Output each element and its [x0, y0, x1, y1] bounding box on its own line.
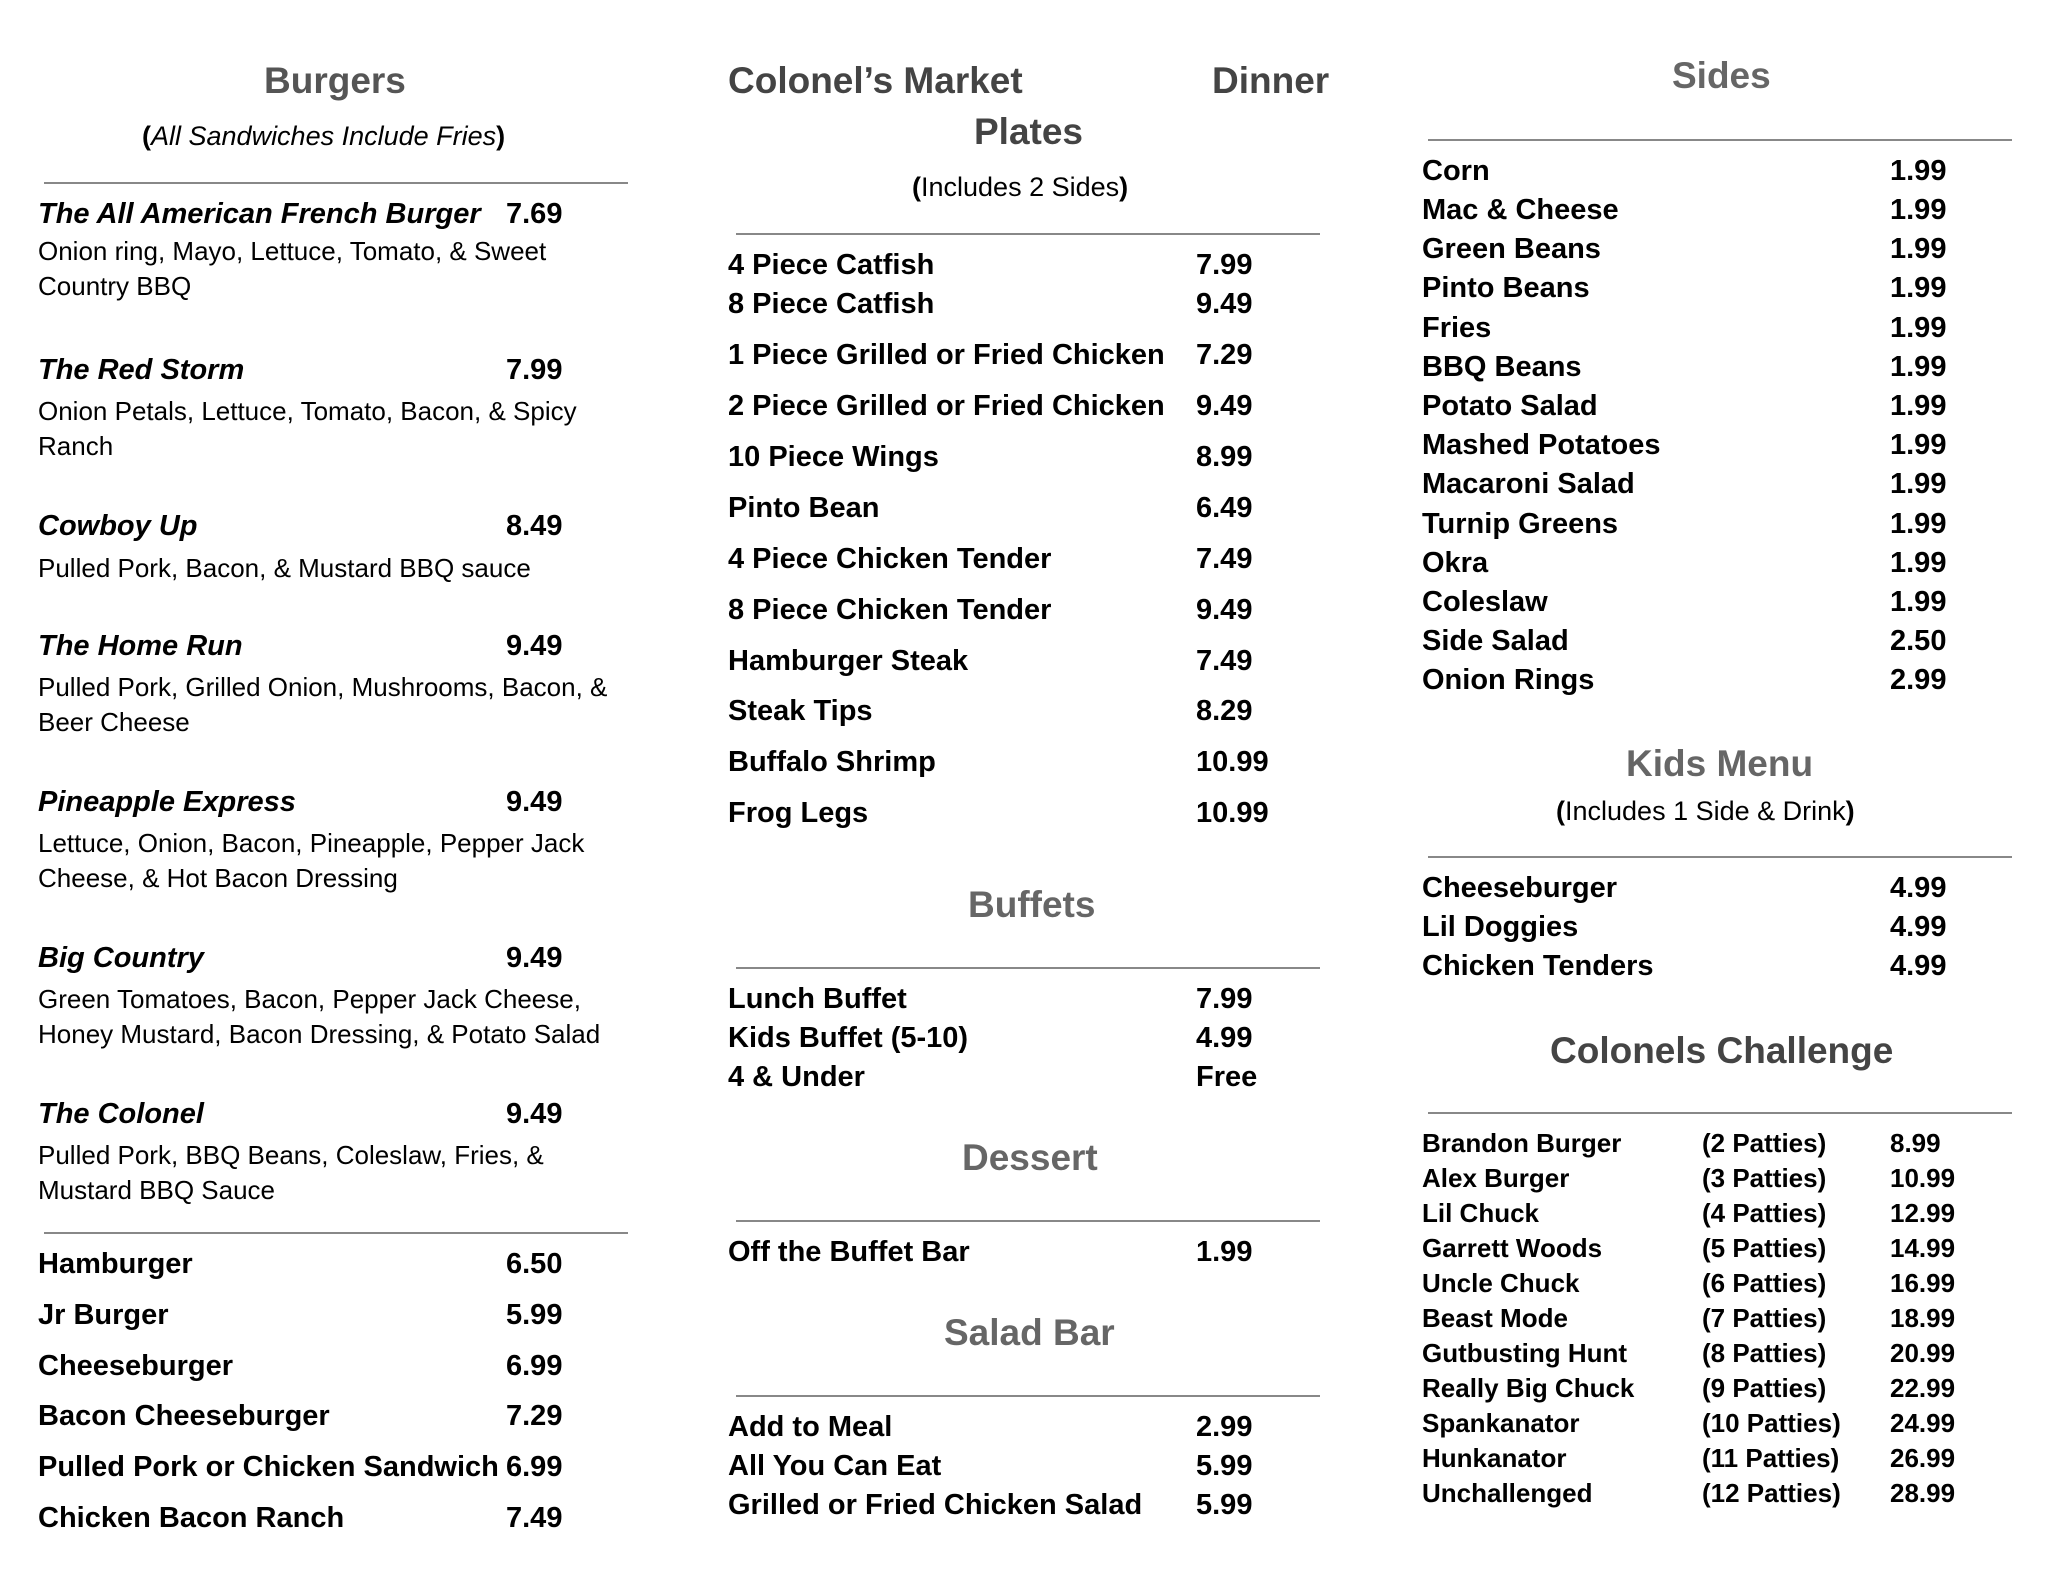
kids-note: (Includes 1 Side & Drink) — [1556, 796, 1855, 826]
dinner-item-name: Frog Legs — [728, 797, 869, 829]
sides-divider — [1428, 139, 2012, 141]
kids-item-price: 4.99 — [1890, 950, 1947, 982]
challenge-divider — [1428, 1112, 2012, 1114]
side-price: 1.99 — [1890, 547, 1947, 579]
challenge-patties: (12 Patties) — [1702, 1478, 1841, 1508]
side-price: 1.99 — [1890, 508, 1947, 540]
special-name: The Home Run — [38, 630, 243, 662]
burger-price: 6.99 — [506, 1350, 563, 1382]
brand-title: Colonel’s Market — [728, 60, 1023, 101]
plates-title: Plates — [974, 111, 1084, 152]
burger-price: 7.29 — [506, 1400, 563, 1432]
side-price: 1.99 — [1890, 155, 1947, 187]
buffet-item-price: 7.99 — [1196, 983, 1253, 1015]
challenge-name: Gutbusting Hunt — [1422, 1338, 1628, 1368]
side-name: Okra — [1422, 547, 1489, 579]
buffet-item-name: 4 & Under — [728, 1061, 865, 1093]
challenge-price: 10.99 — [1890, 1163, 1956, 1193]
special-price: 7.99 — [506, 354, 563, 386]
special-name: Big Country — [38, 942, 204, 974]
challenge-price: 8.99 — [1890, 1128, 1941, 1158]
side-price: 2.99 — [1890, 664, 1947, 696]
salad-item-name: All You Can Eat — [728, 1450, 942, 1482]
challenge-patties: (11 Patties) — [1702, 1443, 1840, 1473]
challenge-patties: (7 Patties) — [1702, 1303, 1827, 1333]
buffet-item-price: Free — [1196, 1061, 1258, 1093]
salad-item-price: 5.99 — [1196, 1450, 1253, 1482]
side-name: BBQ Beans — [1422, 351, 1582, 383]
side-price: 1.99 — [1890, 390, 1947, 422]
dinner-item-price: 10.99 — [1196, 797, 1269, 829]
burger-name: Cheeseburger — [38, 1350, 234, 1382]
side-price: 1.99 — [1890, 468, 1947, 500]
special-price: 9.49 — [506, 942, 563, 974]
dinner-item-name: Hamburger Steak — [728, 645, 969, 677]
special-price: 9.49 — [506, 786, 563, 818]
challenge-price: 24.99 — [1890, 1408, 1956, 1438]
dinner-item-name: 8 Piece Chicken Tender — [728, 594, 1052, 626]
salad-item-price: 2.99 — [1196, 1411, 1253, 1443]
dinner-divider — [736, 233, 1320, 235]
challenge-name: Hunkanator — [1422, 1443, 1567, 1473]
special-desc: Pulled Pork, Bacon, & Mustard BBQ sauce — [38, 553, 531, 583]
special-name: The Red Storm — [38, 354, 245, 386]
side-name: Coleslaw — [1422, 586, 1548, 618]
dinner-note: (Includes 2 Sides) — [912, 172, 1129, 202]
dessert-divider — [736, 1220, 1320, 1222]
challenge-patties: (8 Patties) — [1702, 1338, 1827, 1368]
buffet-item-name: Lunch Buffet — [728, 983, 907, 1015]
special-price: 9.49 — [506, 630, 563, 662]
special-name: The All American French Burger — [38, 198, 481, 230]
burgers-divider — [44, 182, 628, 184]
challenge-patties: (9 Patties) — [1702, 1373, 1827, 1403]
challenge-patties: (3 Patties) — [1702, 1163, 1827, 1193]
challenge-name: Garrett Woods — [1422, 1233, 1603, 1263]
dinner-item-name: 8 Piece Catfish — [728, 288, 935, 320]
burger-name: Bacon Cheeseburger — [38, 1400, 330, 1432]
special-desc: Pulled Pork, Grilled Onion, Mushrooms, Bacon, & Beer Cheese — [38, 672, 608, 737]
burgers-note: (All Sandwiches Include Fries) — [142, 121, 506, 151]
buffet-item-price: 4.99 — [1196, 1022, 1253, 1054]
side-price: 1.99 — [1890, 351, 1947, 383]
side-name: Mashed Potatoes — [1422, 429, 1661, 461]
kids-divider — [1428, 856, 2012, 858]
challenge-price: 22.99 — [1890, 1373, 1956, 1403]
kids-item-price: 4.99 — [1890, 911, 1947, 943]
dinner-item-name: 4 Piece Chicken Tender — [728, 543, 1052, 575]
salad-bar-title: Salad Bar — [944, 1312, 1115, 1353]
special-price: 7.69 — [506, 198, 563, 230]
special-desc: Green Tomatoes, Bacon, Pepper Jack Cheese, Honey Mustard, Bacon Dressing, & Potato Salad — [38, 984, 601, 1049]
dinner-item-name: Pinto Bean — [728, 492, 880, 524]
special-desc: Pulled Pork, BBQ Beans, Coleslaw, Fries, & Mustard BBQ Sauce — [38, 1140, 544, 1205]
dinner-title: Dinner — [1212, 60, 1330, 101]
challenge-name: Spankanator — [1422, 1408, 1580, 1438]
burger-name: Pulled Pork or Chicken Sandwich — [38, 1451, 499, 1483]
burger-price: 6.50 — [506, 1248, 563, 1280]
kids-item-name: Lil Doggies — [1422, 911, 1579, 943]
dinner-item-price: 8.29 — [1196, 695, 1253, 727]
burger-name: Hamburger — [38, 1248, 193, 1280]
burger-price: 5.99 — [506, 1299, 563, 1331]
challenge-patties: (2 Patties) — [1702, 1128, 1827, 1158]
dinner-item-price: 7.49 — [1196, 645, 1253, 677]
dessert-item-name: Off the Buffet Bar — [728, 1236, 970, 1268]
burger-name: Chicken Bacon Ranch — [38, 1502, 345, 1534]
kids-item-name: Chicken Tenders — [1422, 950, 1654, 982]
salad-bar-divider — [736, 1395, 1320, 1397]
challenge-name: Alex Burger — [1422, 1163, 1570, 1193]
buffets-title: Buffets — [968, 884, 1096, 925]
dinner-item-price: 8.99 — [1196, 441, 1253, 473]
challenge-price: 26.99 — [1890, 1443, 1956, 1473]
side-price: 1.99 — [1890, 312, 1947, 344]
side-name: Onion Rings — [1422, 664, 1595, 696]
dinner-item-price: 9.49 — [1196, 594, 1253, 626]
side-price: 1.99 — [1890, 586, 1947, 618]
challenge-name: Really Big Chuck — [1422, 1373, 1635, 1403]
side-name: Macaroni Salad — [1422, 468, 1635, 500]
side-name: Fries — [1422, 312, 1492, 344]
dinner-item-price: 7.29 — [1196, 339, 1253, 371]
kids-title: Kids Menu — [1626, 743, 1814, 784]
salad-item-price: 5.99 — [1196, 1489, 1253, 1521]
side-name: Pinto Beans — [1422, 272, 1590, 304]
dinner-item-price: 10.99 — [1196, 746, 1269, 778]
dinner-item-price: 9.49 — [1196, 390, 1253, 422]
special-desc: Lettuce, Onion, Bacon, Pineapple, Pepper Jack Cheese, & Hot Bacon Dressing — [38, 828, 585, 893]
special-name: Cowboy Up — [38, 510, 198, 542]
dinner-item-price: 9.49 — [1196, 288, 1253, 320]
dinner-item-name: 10 Piece Wings — [728, 441, 939, 473]
dinner-item-name: 4 Piece Catfish — [728, 249, 935, 281]
burger-price: 7.49 — [506, 1502, 563, 1534]
special-price: 9.49 — [506, 1098, 563, 1130]
special-name: The Colonel — [38, 1098, 204, 1130]
burger-name: Jr Burger — [38, 1299, 169, 1331]
challenge-patties: (10 Patties) — [1702, 1408, 1841, 1438]
special-desc: Onion Petals, Lettuce, Tomato, Bacon, & Spicy Ranch — [38, 396, 577, 461]
challenge-price: 18.99 — [1890, 1303, 1956, 1333]
side-price: 1.99 — [1890, 272, 1947, 304]
kids-item-name: Cheeseburger — [1422, 872, 1618, 904]
side-name: Turnip Greens — [1422, 508, 1619, 540]
dessert-item-price: 1.99 — [1196, 1236, 1253, 1268]
challenge-price: 14.99 — [1890, 1233, 1956, 1263]
challenge-price: 28.99 — [1890, 1478, 1956, 1508]
challenge-name: Uncle Chuck — [1422, 1268, 1580, 1298]
dinner-item-price: 6.49 — [1196, 492, 1253, 524]
side-name: Mac & Cheese — [1422, 194, 1619, 226]
side-name: Corn — [1422, 155, 1490, 187]
dinner-item-name: 1 Piece Grilled or Fried Chicken — [728, 339, 1165, 371]
dinner-item-price: 7.49 — [1196, 543, 1253, 575]
side-price: 2.50 — [1890, 625, 1947, 657]
side-price: 1.99 — [1890, 429, 1947, 461]
challenge-price: 16.99 — [1890, 1268, 1956, 1298]
dessert-title: Dessert — [962, 1137, 1098, 1178]
burger-price: 6.99 — [506, 1451, 563, 1483]
challenge-name: Lil Chuck — [1422, 1198, 1540, 1228]
side-name: Side Salad — [1422, 625, 1569, 657]
special-name: Pineapple Express — [38, 786, 296, 818]
dinner-item-price: 7.99 — [1196, 249, 1253, 281]
challenge-patties: (4 Patties) — [1702, 1198, 1827, 1228]
salad-item-name: Grilled or Fried Chicken Salad — [728, 1489, 1143, 1521]
side-price: 1.99 — [1890, 194, 1947, 226]
challenge-name: Unchallenged — [1422, 1478, 1593, 1508]
buffet-item-name: Kids Buffet (5-10) — [728, 1022, 969, 1054]
challenge-name: Brandon Burger — [1422, 1128, 1622, 1158]
dinner-item-name: 2 Piece Grilled or Fried Chicken — [728, 390, 1165, 422]
sides-title: Sides — [1672, 55, 1771, 96]
challenge-name: Beast Mode — [1422, 1303, 1568, 1333]
challenge-title: Colonels Challenge — [1550, 1030, 1894, 1071]
challenge-price: 20.99 — [1890, 1338, 1956, 1368]
side-name: Potato Salad — [1422, 390, 1598, 422]
buffets-divider — [736, 967, 1320, 969]
kids-item-price: 4.99 — [1890, 872, 1947, 904]
dinner-item-name: Steak Tips — [728, 695, 873, 727]
challenge-price: 12.99 — [1890, 1198, 1956, 1228]
challenge-patties: (6 Patties) — [1702, 1268, 1827, 1298]
challenge-patties: (5 Patties) — [1702, 1233, 1827, 1263]
side-price: 1.99 — [1890, 233, 1947, 265]
salad-item-name: Add to Meal — [728, 1411, 893, 1443]
special-desc: Onion ring, Mayo, Lettuce, Tomato, & Sweet Country BBQ — [38, 236, 547, 301]
burgers-basics-divider — [44, 1232, 628, 1234]
special-price: 8.49 — [506, 510, 563, 542]
side-name: Green Beans — [1422, 233, 1601, 265]
dinner-item-name: Buffalo Shrimp — [728, 746, 936, 778]
burgers-title: Burgers — [264, 60, 406, 101]
